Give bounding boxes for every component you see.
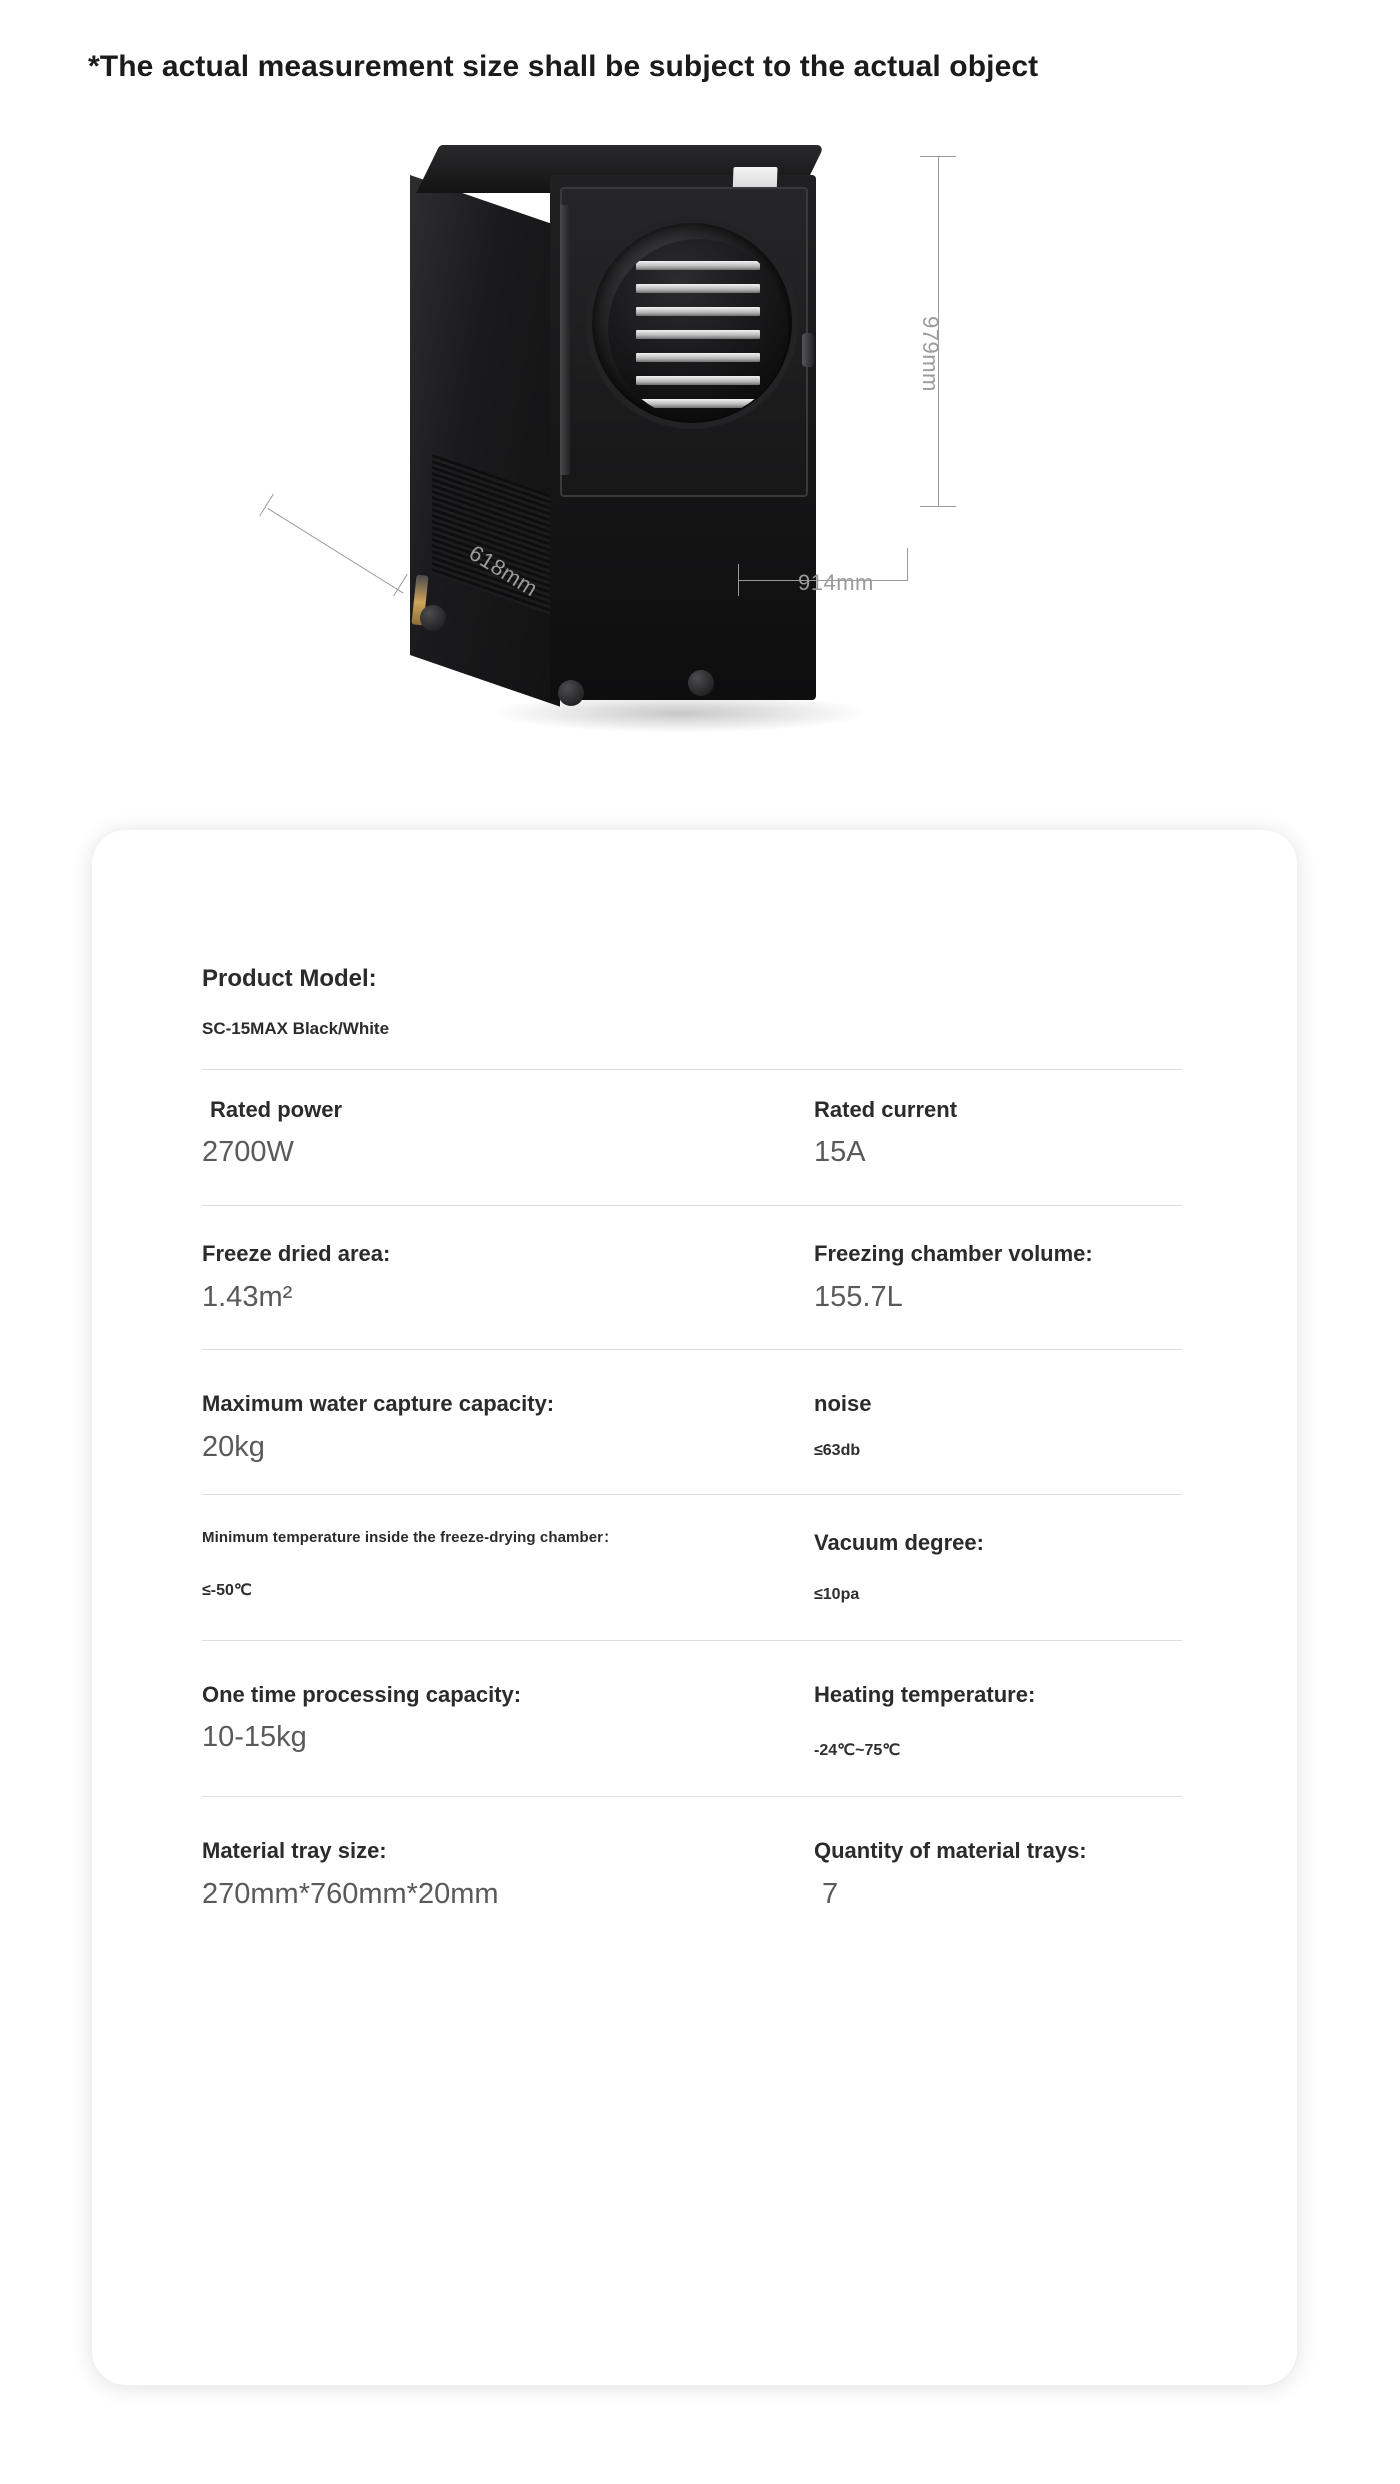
product-image	[300, 120, 1100, 800]
spec-value: 155.7L	[814, 1280, 903, 1313]
spec-value: ≤10pa	[814, 1586, 860, 1604]
spec-value: 7	[822, 1877, 839, 1910]
spec-cell	[814, 1837, 1182, 1922]
spec-row	[202, 1641, 1182, 1797]
spec-label: Rated power	[210, 1096, 343, 1122]
dimension-cap	[393, 574, 408, 597]
spec-cell	[202, 1096, 814, 1181]
spec-cell	[202, 1390, 814, 1475]
spec-cell	[202, 1240, 814, 1325]
spec-value: 20kg	[202, 1430, 265, 1463]
spec-label-model: Product Model:	[202, 965, 377, 992]
tray-shelf	[636, 353, 760, 362]
spec-row	[202, 1495, 1182, 1641]
spec-label: One time processing capacity:	[202, 1681, 522, 1707]
spec-row	[202, 1206, 1182, 1350]
spec-label: Minimum temperature inside the freeze-drying chamber：	[202, 1528, 619, 1546]
spec-row	[202, 1070, 1182, 1206]
spec-value: 10-15kg	[202, 1721, 307, 1754]
spec-value: ≤-50℃	[202, 1581, 252, 1599]
dimension-label-width: 914mm	[798, 570, 874, 595]
spec-row	[202, 1350, 1182, 1494]
spec-cell	[814, 1240, 1182, 1325]
spec-value-model: SC-15MAX Black/White	[202, 1019, 390, 1038]
dimension-cap	[920, 506, 956, 507]
spec-cell	[814, 1390, 1182, 1475]
spec-row	[202, 1797, 1182, 1922]
tray-shelf	[636, 376, 760, 385]
page-headline: *The actual measurement size shall be subject to the actual object	[88, 50, 1039, 83]
spec-label: Quantity of material trays:	[814, 1838, 1087, 1864]
tray-shelf	[636, 261, 760, 270]
dimension-cap	[907, 548, 908, 580]
spec-cell	[202, 1681, 814, 1772]
caster-wheel	[558, 680, 584, 706]
spec-value: ≤63db	[814, 1441, 861, 1459]
spec-cell	[202, 1529, 814, 1616]
spec-cell	[814, 1681, 1182, 1772]
spec-value: -24℃~75℃	[814, 1742, 901, 1760]
caster-wheel	[688, 670, 714, 696]
spec-value: 2700W	[202, 1136, 294, 1169]
tray-shelf	[636, 284, 760, 293]
spec-value: 1.43m²	[202, 1280, 293, 1313]
spec-row-model	[202, 960, 1182, 1070]
spec-label: Vacuum degree:	[814, 1529, 984, 1555]
tray-shelf	[636, 399, 760, 408]
chamber-door	[586, 217, 798, 429]
door-handle	[802, 333, 814, 367]
specification-list	[202, 960, 1182, 1922]
dimension-cap	[738, 564, 739, 596]
spec-cell	[814, 1096, 1182, 1181]
spec-cell	[202, 1837, 814, 1922]
spec-value: 15A	[814, 1136, 866, 1169]
dimension-label-height: 979mm	[918, 316, 943, 392]
door-glass	[608, 239, 788, 419]
specification-card	[92, 830, 1297, 2385]
dimension-label-depth: 618mm	[464, 540, 543, 602]
spec-cell	[814, 1529, 1182, 1616]
tray-shelf	[636, 307, 760, 316]
dimension-cap	[920, 156, 956, 157]
spec-label: Freeze dried area:	[202, 1241, 391, 1267]
dimension-cap	[259, 494, 274, 517]
caster-wheel	[420, 605, 446, 631]
spec-label: Rated current	[814, 1096, 958, 1122]
spec-label: noise	[814, 1391, 872, 1417]
spec-label: Heating temperature:	[814, 1681, 1036, 1707]
tray-shelf	[636, 330, 760, 339]
spec-cell-model	[202, 964, 1182, 1051]
spec-label: Maximum water capture capacity:	[202, 1391, 555, 1417]
spec-value: 270mm*760mm*20mm	[202, 1877, 499, 1910]
spec-label: Freezing chamber volume:	[814, 1241, 1093, 1267]
spec-label: Material tray size:	[202, 1838, 387, 1864]
door-hinge	[560, 205, 570, 475]
dimension-line-depth	[267, 508, 403, 594]
